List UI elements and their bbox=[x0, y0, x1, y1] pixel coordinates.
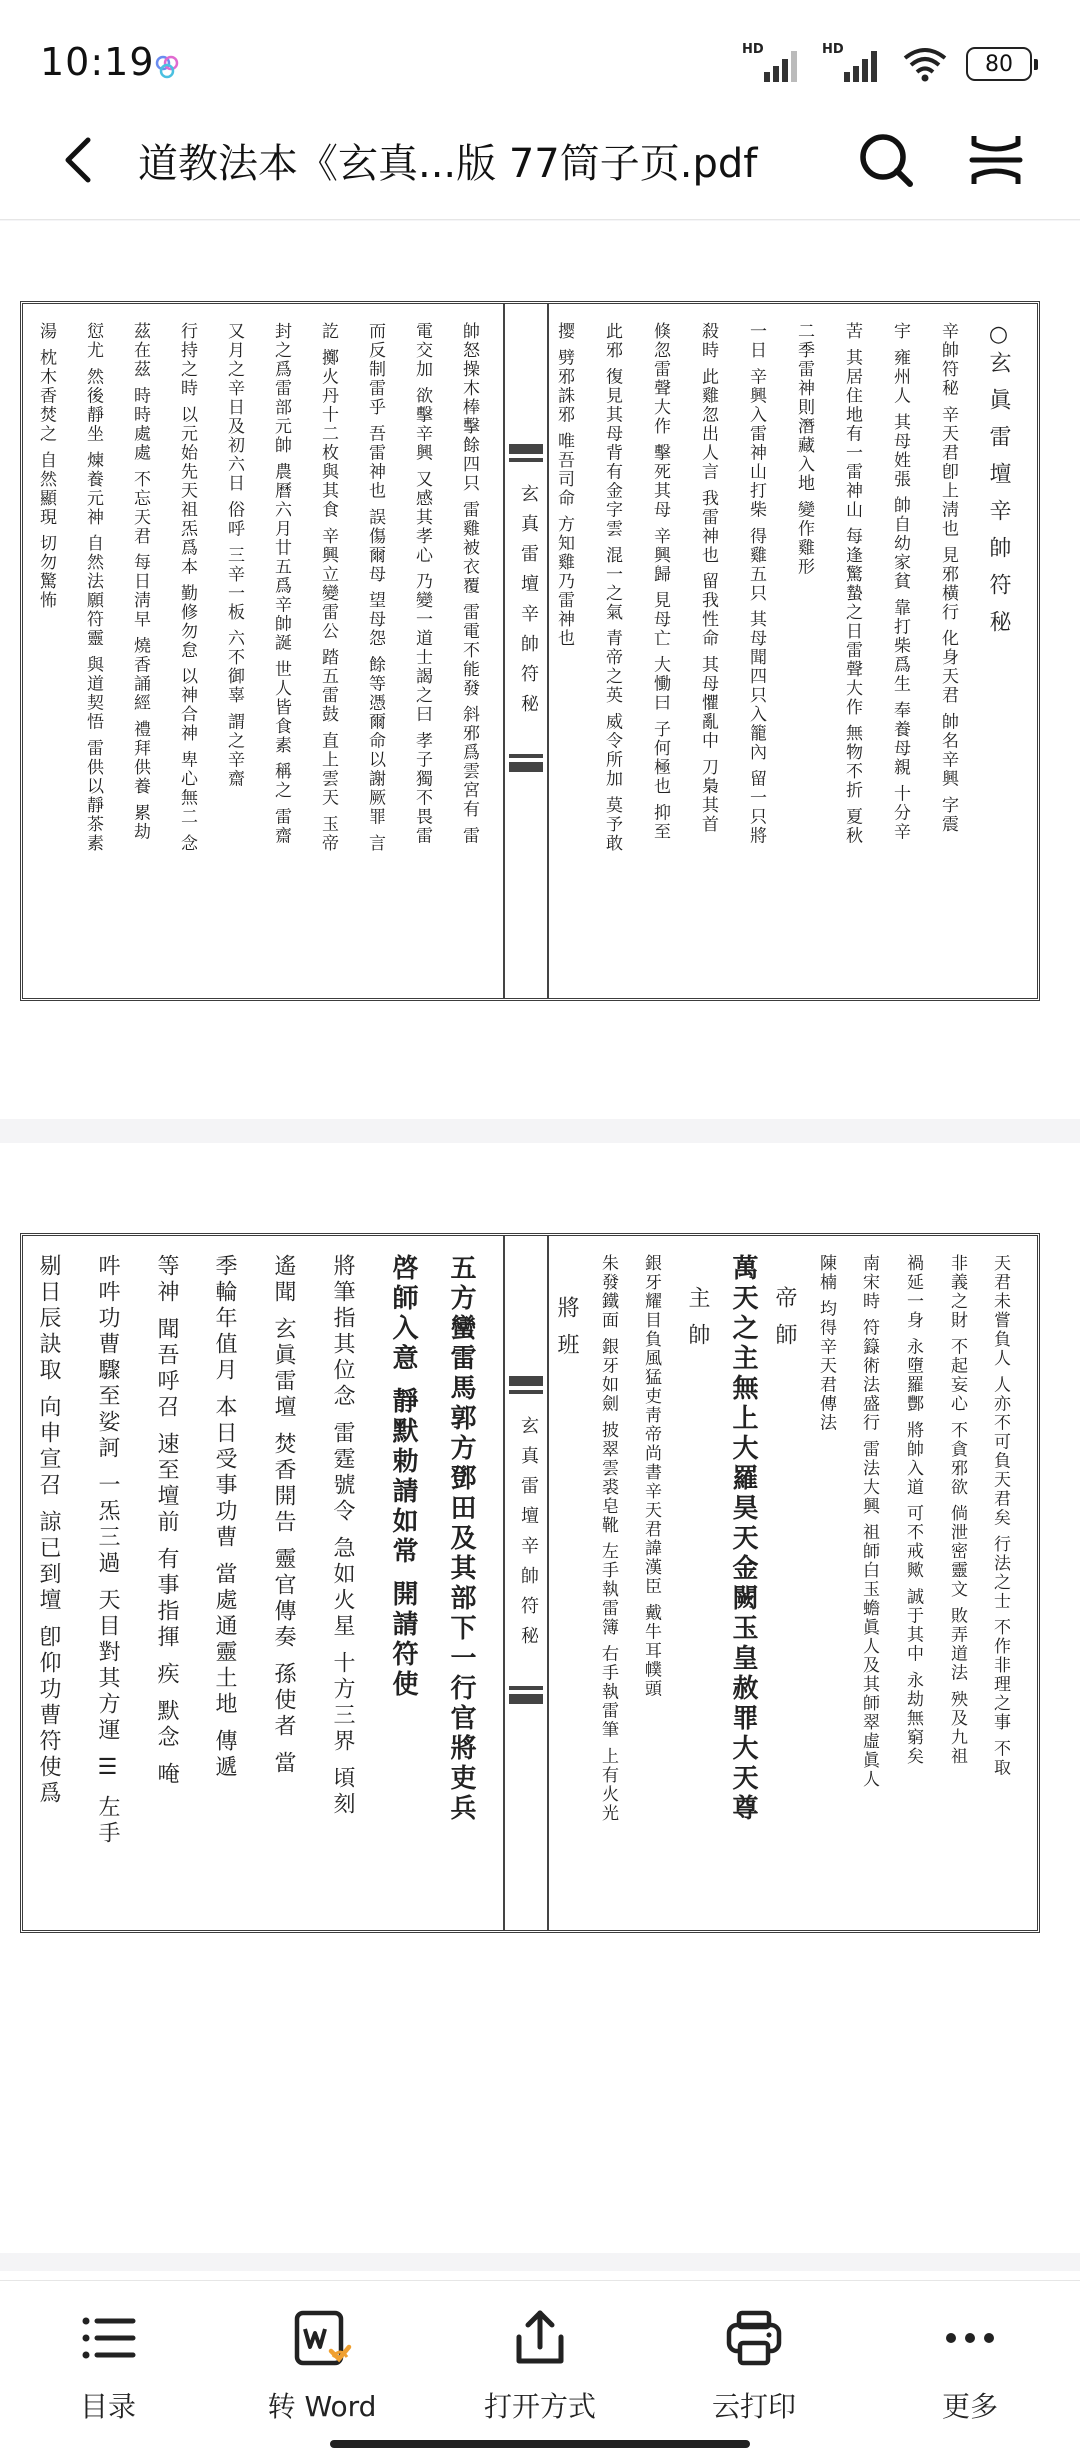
back-icon[interactable] bbox=[52, 132, 108, 188]
search-icon[interactable] bbox=[856, 130, 916, 190]
text-column: 吽吽功曹驟至娑訶 一炁三過 天目對其方運 ☰ 左手 bbox=[95, 1254, 120, 1847]
text-column: 禍延一身 永墮羅酆 將帥入道 可不戒歟 誠于其中 永劫無窮矣 bbox=[903, 1254, 923, 1767]
text-column: 陳楠 均得辛天君傳法 bbox=[816, 1254, 836, 1433]
text-column: 朱發鐵面 銀牙如劍 披翠雲裘皂靴 左手執雷簿 右手執雷筆 上有火光 bbox=[598, 1254, 618, 1824]
bottom-toolbar bbox=[0, 2280, 1080, 2460]
text-column: 訖 擲火丹十二枚與其食 辛興立變雷公 踏五雷鼓 直上雲天 玉帝 bbox=[318, 322, 338, 854]
page-spine bbox=[503, 304, 549, 998]
text-column: 苦 其居住地有一雷神山 每逢驚蟄之日雷聲大作 無物不折 夏秋 bbox=[842, 322, 862, 846]
more-label: 更多 bbox=[941, 2390, 998, 2423]
text-column: 銀牙耀目負風猛吏靑帝尚書辛天君諱漢臣 戴牛耳幞頭 bbox=[641, 1254, 661, 1699]
text-column: 電交加 欲擊辛興 又感其孝心 乃變一道士謁之曰 孝子獨不畏雷 bbox=[412, 322, 432, 846]
document-title: 道教法本《玄真...版 77筒子页.pdf bbox=[138, 141, 758, 187]
wifi-icon bbox=[902, 46, 948, 82]
text-column: 湯 枕木香焚之 自然顯現 切勿驚怖 bbox=[36, 322, 56, 611]
page-frame bbox=[20, 301, 1040, 1001]
signal-icon bbox=[822, 44, 884, 84]
text-column: 一日 辛興入雷神山打柴 得雞五只 其母聞四只入籠內 留一只將 bbox=[746, 322, 766, 846]
text-column: 非義之財 不起妄心 不貪邪欲 倘泄密靈文 敗弄道法 殃及九祖 bbox=[947, 1254, 967, 1767]
text-column: 將 班 bbox=[554, 1296, 579, 1359]
status-time: 10:19 bbox=[40, 40, 155, 84]
printer-icon bbox=[723, 2307, 785, 2369]
text-column: 等神 聞吾呼召 速至壇前 有事指揮 疾 默念 唵 bbox=[154, 1254, 179, 1788]
text-column: 五方蠻雷馬郭方鄧田及其部下一行官將吏兵 bbox=[446, 1254, 476, 1824]
convert-word-icon bbox=[291, 2307, 353, 2369]
text-column: 封之爲雷部元帥 農曆六月廿五爲辛帥誕 世人皆食素 稱之 雷齋 bbox=[271, 322, 291, 846]
signal-hd-label: HD bbox=[822, 42, 844, 57]
text-column: 南宋時 符籙術法盛行 雷法大興 祖師白玉蟾眞人及其師翠虛眞人 bbox=[859, 1254, 879, 1790]
title-bar bbox=[0, 100, 1080, 220]
text-column: 天君未嘗負人 人亦不可負天君矣 行法之士 不作非理之事 不取 bbox=[990, 1254, 1010, 1778]
text-column: 此邪 復見其母背有金字雲 混一之氣 青帝之英 威令所加 莫予敢 bbox=[602, 322, 622, 854]
app-notification-icon bbox=[152, 52, 182, 82]
open-with-label: 打开方式 bbox=[483, 2390, 596, 2423]
cloud-print-button[interactable] bbox=[654, 2297, 854, 2423]
page-frame bbox=[20, 1233, 1040, 1933]
text-column: 將筆指其位念 雷霆號令 急如火星 十方三界 頃刻 bbox=[330, 1254, 355, 1818]
toc-button[interactable] bbox=[8, 2297, 208, 2423]
text-column: 主 帥 bbox=[685, 1286, 710, 1349]
text-column: 撄 劈邪誅邪 唯吾司命 方知雞乃雷神也 bbox=[554, 322, 574, 649]
page-spine bbox=[503, 1236, 549, 1930]
text-column: 剔日辰訣取 向申宣召 諒已到壇 卽仰功曹符使爲 bbox=[36, 1254, 61, 1807]
signal-hd-label: HD bbox=[742, 42, 764, 57]
pdf-viewer[interactable] bbox=[0, 221, 1080, 2281]
text-column: 宇 雍州人 其母姓張 帥自幼家貧 靠打柴爲生 奉養母親 十分辛 bbox=[890, 322, 910, 842]
text-column: 殺時 此雞忽出人言 我雷神也 留我性命 其母懼亂中 刀梟其首 bbox=[698, 322, 718, 835]
reading-mode-icon[interactable] bbox=[966, 130, 1026, 190]
more-icon bbox=[939, 2307, 1001, 2369]
text-column: 茲在茲 時時處處 不忘天君 每日淸早 燒香誦經 禮拜供養 累劫 bbox=[130, 322, 150, 842]
battery-icon: 80 bbox=[966, 47, 1032, 81]
signal-icon bbox=[742, 44, 804, 84]
text-column: 萬天之主無上大羅昊天金闕玉皇赦罪大天尊 bbox=[728, 1254, 758, 1824]
text-column: 季輪年值月 本日受事功曹 當處通靈土地 傳遞 bbox=[212, 1254, 237, 1781]
text-column: 遙聞 玄眞雷壇 焚香開告 靈官傳奏 孫使者 當 bbox=[271, 1254, 296, 1777]
toc-label: 目录 bbox=[79, 2390, 136, 2423]
text-column: 帥怒操木棒擊餘四只 雷雞被衣覆 雷電不能發 斜邪爲雲宮有 雷 bbox=[459, 322, 479, 846]
text-column: 又月之辛日及初六日 俗呼 三辛一板 六不御辜 謂之辛齋 bbox=[224, 322, 244, 789]
cloud-print-label: 云打印 bbox=[711, 2390, 796, 2423]
text-column: 帝 師 bbox=[772, 1286, 797, 1349]
text-column: 辛帥符秘 辛天君卽上淸也 見邪橫行 化身天君 帥名辛興 字震 bbox=[938, 322, 958, 835]
spine-text: 玄真雷壇辛帥符秘 bbox=[518, 1416, 539, 1656]
convert-word-label: 转 Word bbox=[267, 2390, 377, 2423]
text-column: 而反制雷乎 吾雷神也 誤傷爾母 望母怨 餘等憑爾命以謝厥罪 言 bbox=[365, 322, 385, 854]
text-column: 倏忽雷聲大作 擊死其母 辛興歸 見母亡 大慟曰 子何極也 抑至 bbox=[650, 322, 670, 842]
list-icon bbox=[77, 2307, 139, 2369]
pdf-page bbox=[0, 1143, 1080, 2253]
status-icons bbox=[742, 44, 1032, 84]
text-column: 二季雷神則潛藏入地 變作雞形 bbox=[794, 322, 814, 577]
text-column: 啓師入意 靜默勅請如常 開請符使 bbox=[388, 1254, 418, 1701]
home-indicator[interactable] bbox=[330, 2440, 750, 2448]
text-column: 愆尤 然後靜坐 煉養元神 自然法願符靈 與道契悟 雷供以靜茶素 bbox=[83, 322, 103, 854]
pdf-page bbox=[0, 221, 1080, 1119]
text-column: 行持之時 以元始先天祖炁爲本 勤修勿怠 以神合神 卑心無二 念 bbox=[177, 322, 197, 854]
spine-text: 玄真雷壇辛帥符秘 bbox=[518, 484, 539, 724]
text-column: ○玄 眞 雷 壇 辛 帥 符 秘 bbox=[986, 322, 1011, 636]
convert-word-button[interactable] bbox=[222, 2297, 422, 2423]
more-button[interactable] bbox=[870, 2297, 1070, 2423]
open-with-button[interactable] bbox=[440, 2297, 640, 2423]
share-icon bbox=[509, 2307, 571, 2369]
